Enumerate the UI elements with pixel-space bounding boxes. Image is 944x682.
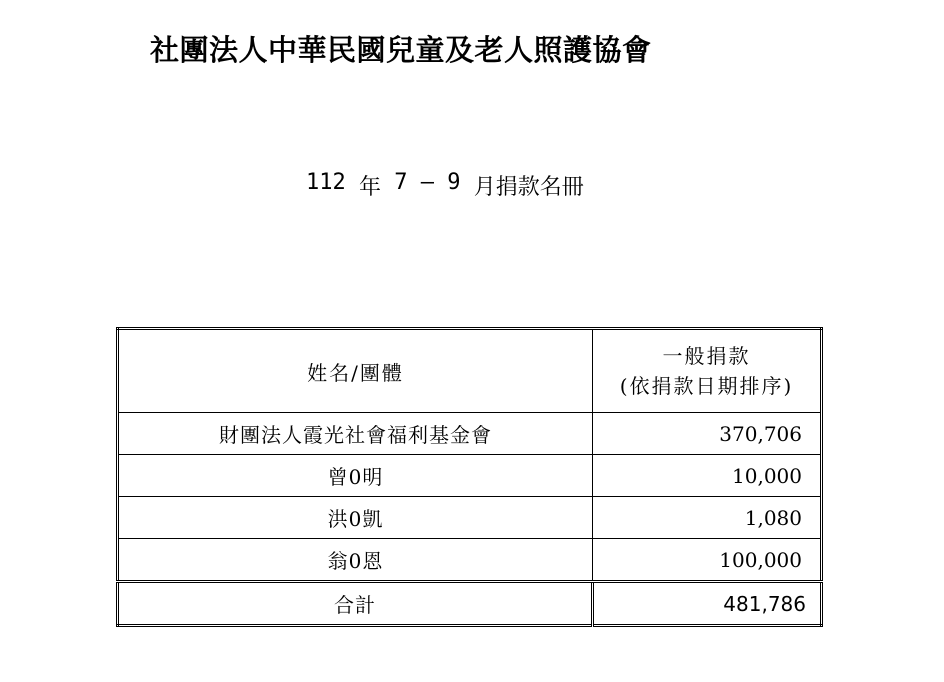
subtitle-suffix: 月捐款名冊: [473, 175, 584, 200]
subtitle-dash: –: [420, 170, 435, 195]
table-row: [118, 497, 822, 539]
donation-amount: 100,000: [593, 539, 822, 582]
subtitle-year: 112: [306, 170, 346, 195]
subtitle-month-to: 9: [447, 170, 461, 195]
name-column-header: 姓名/團體: [118, 329, 593, 413]
donor-name: 財團法人霞光社會福利基金會: [118, 413, 593, 455]
donation-table: [116, 327, 823, 627]
organization-title: 社團法人中華民國兒童及老人照護協會: [150, 33, 652, 67]
total-amount: 481,786: [593, 582, 822, 626]
table-header-row: [118, 329, 822, 413]
donation-amount: 1,080: [593, 497, 822, 539]
amount-column-header: [593, 329, 822, 413]
table-row: [118, 539, 822, 582]
table-row: [118, 413, 822, 455]
donor-name: 曾0明: [118, 455, 593, 497]
donor-name: 翁0恩: [118, 539, 593, 582]
report-subtitle: [306, 170, 584, 201]
amount-header-line2: (依捐款日期排序): [619, 374, 794, 398]
donor-name: 洪0凱: [118, 497, 593, 539]
subtitle-month-from: 7: [394, 170, 408, 195]
total-label: 合計: [118, 582, 593, 626]
table-row: [118, 455, 822, 497]
subtitle-year-unit: 年: [359, 175, 382, 200]
total-row: [118, 582, 822, 626]
donation-amount: 10,000: [593, 455, 822, 497]
donation-amount: 370,706: [593, 413, 822, 455]
amount-header-line1: 一般捐款: [662, 344, 751, 368]
